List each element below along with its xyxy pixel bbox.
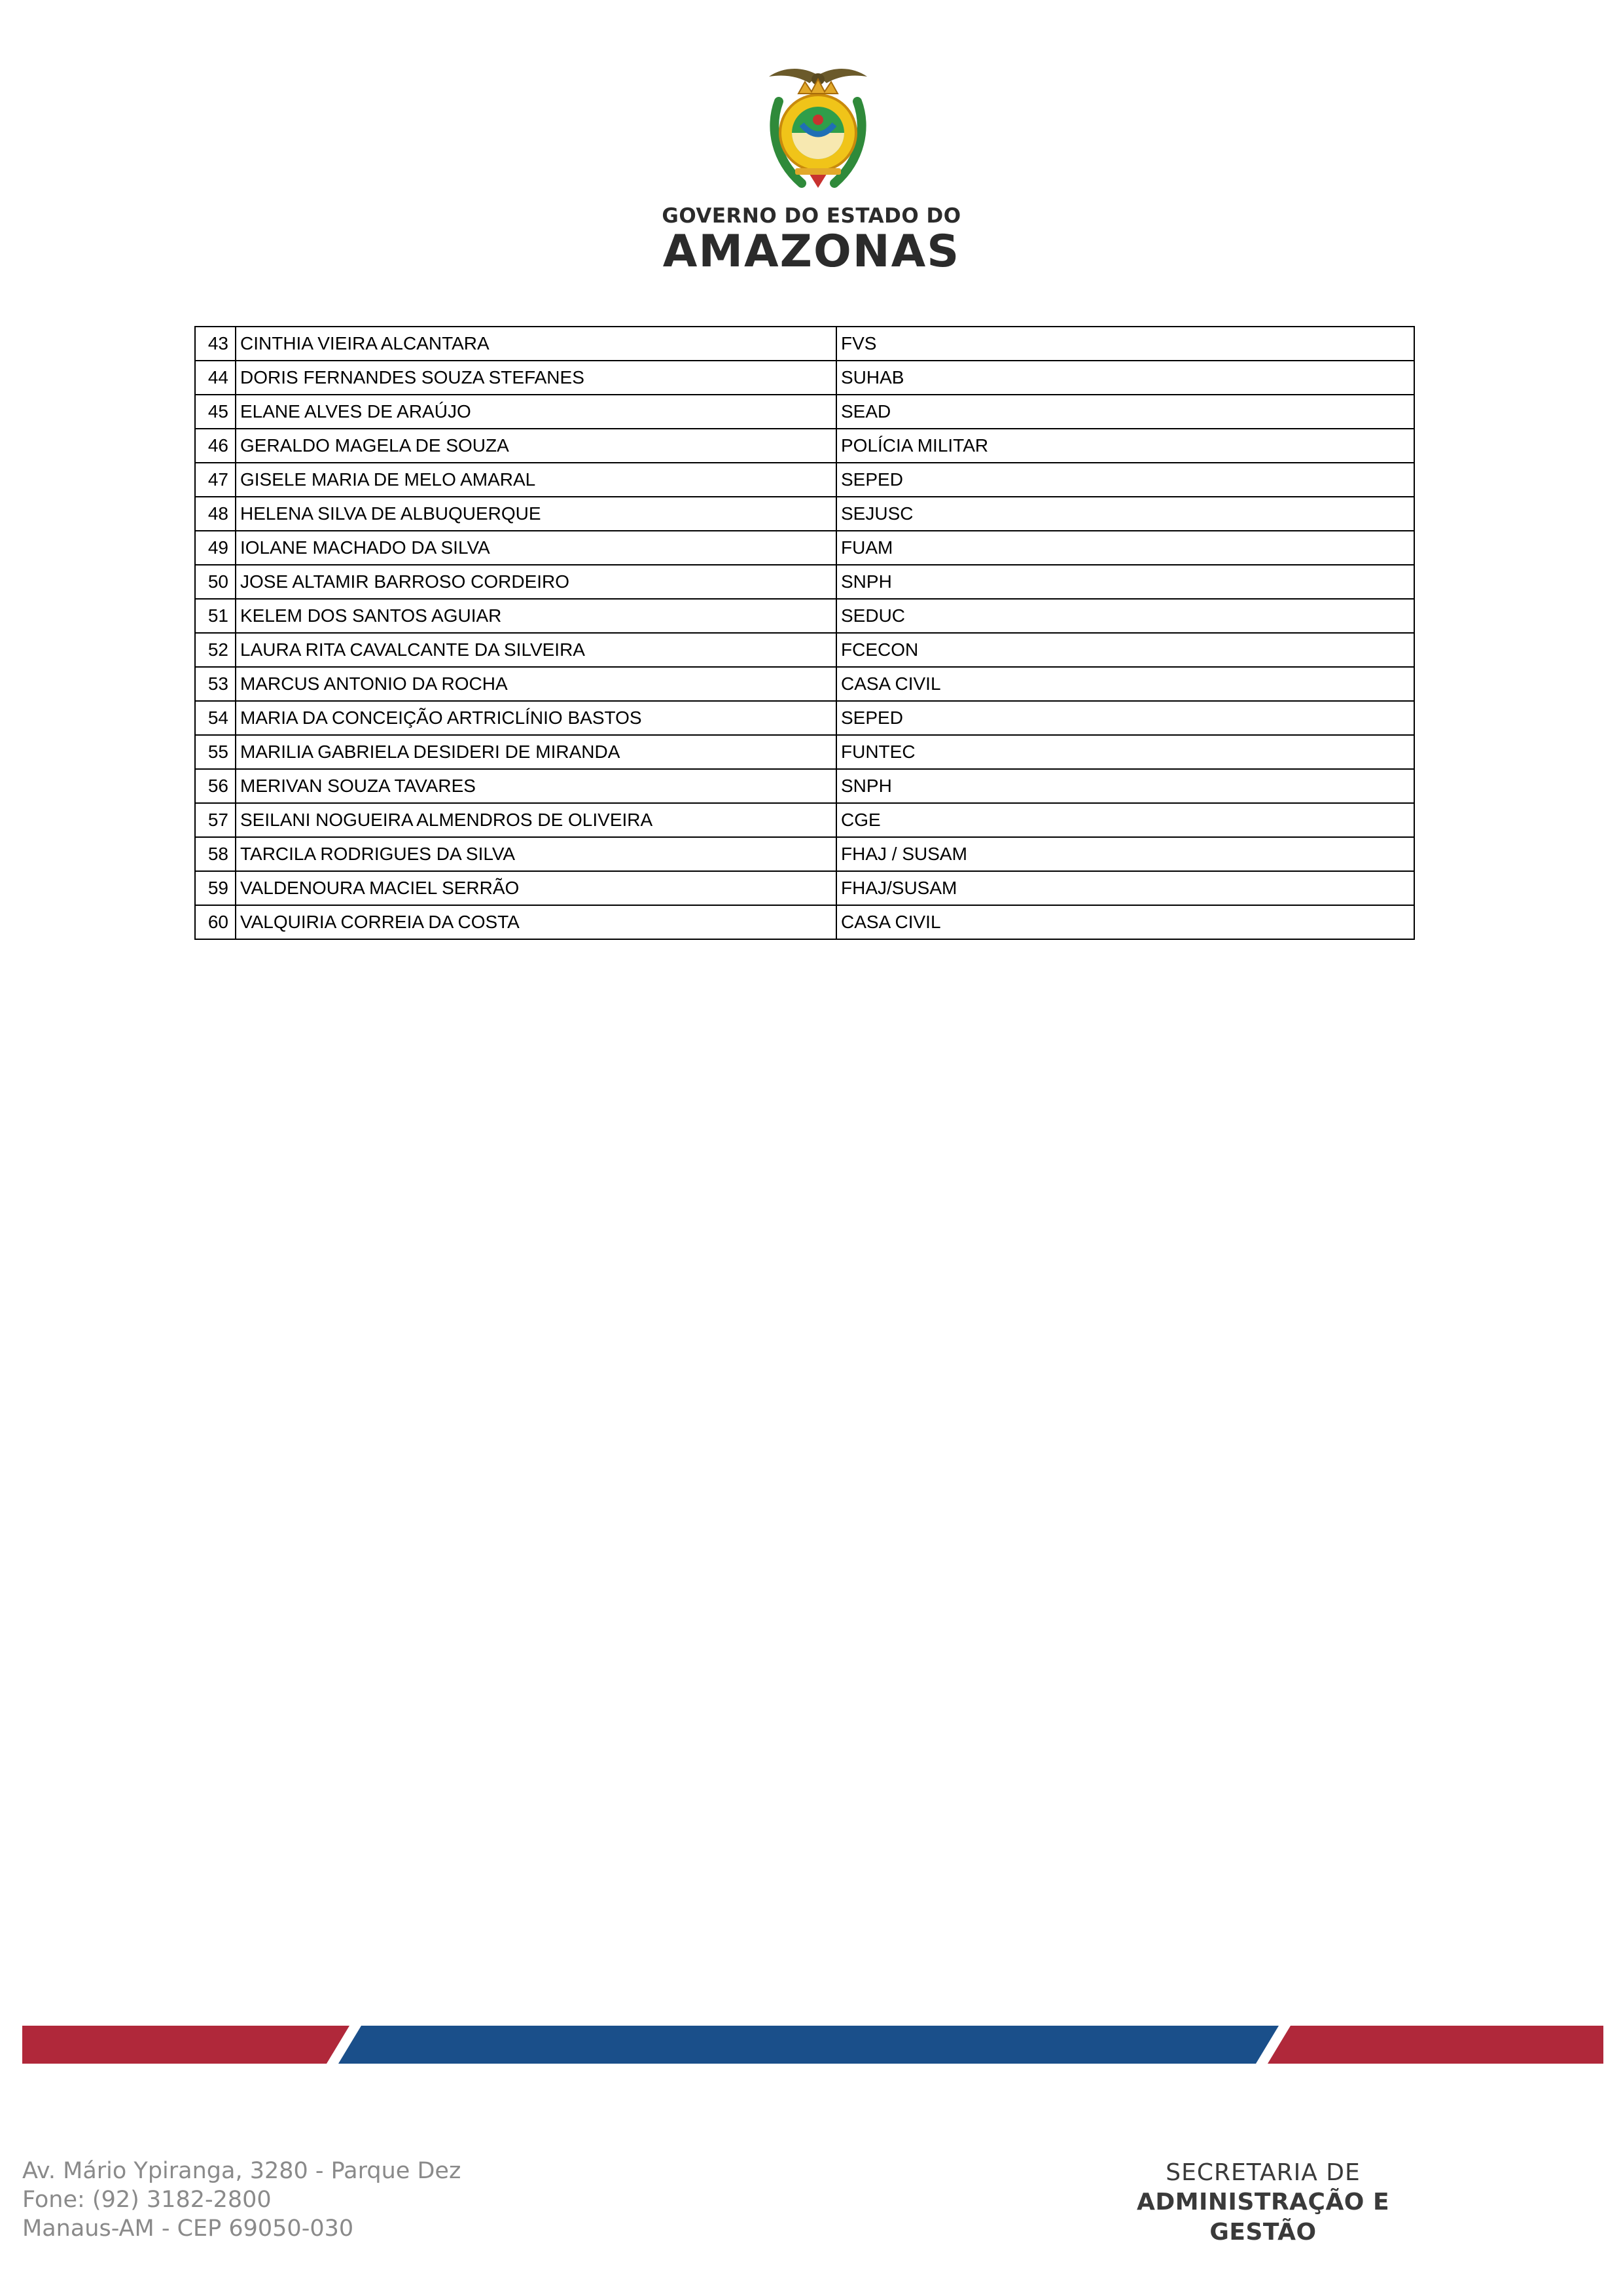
person-name-cell: MERIVAN SOUZA TAVARES — [236, 769, 836, 803]
footer-address — [22, 2157, 461, 2243]
row-number-cell: 57 — [195, 803, 236, 837]
organization-cell: FVS — [836, 327, 1414, 361]
row-number-cell: 48 — [195, 497, 236, 531]
row-number-cell: 44 — [195, 361, 236, 395]
row-number-cell: 53 — [195, 667, 236, 701]
person-name-cell: GISELE MARIA DE MELO AMARAL — [236, 463, 836, 497]
table-row — [195, 463, 1414, 497]
row-number-cell: 51 — [195, 599, 236, 633]
table-row — [195, 429, 1414, 463]
person-name-cell: MARILIA GABRIELA DESIDERI DE MIRANDA — [236, 735, 836, 769]
amazonas-coat-of-arms-icon — [762, 62, 874, 193]
organization-cell: FUAM — [836, 531, 1414, 565]
person-name-cell: ELANE ALVES DE ARAÚJO — [236, 395, 836, 429]
person-name-cell: CINTHIA VIEIRA ALCANTARA — [236, 327, 836, 361]
person-name-cell: VALQUIRIA CORREIA DA COSTA — [236, 905, 836, 939]
address-street: Av. Mário Ypiranga, 3280 - Parque Dez — [22, 2158, 461, 2184]
person-name-cell: IOLANE MACHADO DA SILVA — [236, 531, 836, 565]
organization-cell: CASA CIVIL — [836, 905, 1414, 939]
row-number-cell: 47 — [195, 463, 236, 497]
person-name-cell: VALDENOURA MACIEL SERRÃO — [236, 871, 836, 905]
person-name-cell: SEILANI NOGUEIRA ALMENDROS DE OLIVEIRA — [236, 803, 836, 837]
organization-cell: SEDUC — [836, 599, 1414, 633]
organization-cell: POLÍCIA MILITAR — [836, 429, 1414, 463]
row-number-cell: 45 — [195, 395, 236, 429]
organization-cell: FHAJ/SUSAM — [836, 871, 1414, 905]
table-row — [195, 395, 1414, 429]
table-row — [195, 769, 1414, 803]
address-city-zip: Manaus-AM - CEP 69050-030 — [22, 2215, 354, 2242]
table-row — [195, 565, 1414, 599]
row-number-cell: 58 — [195, 837, 236, 871]
government-heading-line1: GOVERNO DO ESTADO DO — [662, 204, 961, 228]
table-row — [195, 905, 1414, 939]
row-number-cell: 59 — [195, 871, 236, 905]
organization-cell: FHAJ / SUSAM — [836, 837, 1414, 871]
row-number-cell: 56 — [195, 769, 236, 803]
table-row — [195, 361, 1414, 395]
row-number-cell: 49 — [195, 531, 236, 565]
person-name-cell: LAURA RITA CAVALCANTE DA SILVEIRA — [236, 633, 836, 667]
row-number-cell: 50 — [195, 565, 236, 599]
organization-cell: FUNTEC — [836, 735, 1414, 769]
table-row — [195, 871, 1414, 905]
row-number-cell: 55 — [195, 735, 236, 769]
table-row — [195, 599, 1414, 633]
organization-cell: FCECON — [836, 633, 1414, 667]
table-row — [195, 837, 1414, 871]
organization-cell: SUHAB — [836, 361, 1414, 395]
person-name-cell: JOSE ALTAMIR BARROSO CORDEIRO — [236, 565, 836, 599]
person-name-cell: HELENA SILVA DE ALBUQUERQUE — [236, 497, 836, 531]
organization-cell: SNPH — [836, 565, 1414, 599]
organization-cell: CASA CIVIL — [836, 667, 1414, 701]
organization-cell: SEPED — [836, 463, 1414, 497]
table-row — [195, 531, 1414, 565]
secretaria-line2: ADMINISTRAÇÃO E GESTÃO — [1136, 2189, 1390, 2246]
organization-cell: SEJUSC — [836, 497, 1414, 531]
table-row — [195, 497, 1414, 531]
footer-stripe-banner — [22, 2026, 1603, 2064]
address-phone: Fone: (92) 3182-2800 — [22, 2187, 272, 2213]
table-row — [195, 667, 1414, 701]
table-row — [195, 633, 1414, 667]
table-row — [195, 735, 1414, 769]
row-number-cell: 52 — [195, 633, 236, 667]
person-name-cell: GERALDO MAGELA DE SOUZA — [236, 429, 836, 463]
organization-cell: SEPED — [836, 701, 1414, 735]
table-row — [195, 803, 1414, 837]
row-number-cell: 54 — [195, 701, 236, 735]
person-name-cell: MARIA DA CONCEIÇÃO ARTRICLÍNIO BASTOS — [236, 701, 836, 735]
row-number-cell: 43 — [195, 327, 236, 361]
row-number-cell: 46 — [195, 429, 236, 463]
secretaria-logo-text — [1080, 2159, 1446, 2248]
row-number-cell: 60 — [195, 905, 236, 939]
roster-table-body — [195, 327, 1414, 939]
person-name-cell: DORIS FERNANDES SOUZA STEFANES — [236, 361, 836, 395]
table-row — [195, 327, 1414, 361]
person-name-cell: TARCILA RODRIGUES DA SILVA — [236, 837, 836, 871]
organization-cell: SEAD — [836, 395, 1414, 429]
organization-cell: CGE — [836, 803, 1414, 837]
person-name-cell: MARCUS ANTONIO DA ROCHA — [236, 667, 836, 701]
roster-table — [194, 326, 1415, 940]
organization-cell: SNPH — [836, 769, 1414, 803]
secretaria-line1: SECRETARIA DE — [1166, 2159, 1361, 2186]
table-row — [195, 701, 1414, 735]
person-name-cell: KELEM DOS SANTOS AGUIAR — [236, 599, 836, 633]
government-heading-line2: AMAZONAS — [662, 226, 961, 278]
